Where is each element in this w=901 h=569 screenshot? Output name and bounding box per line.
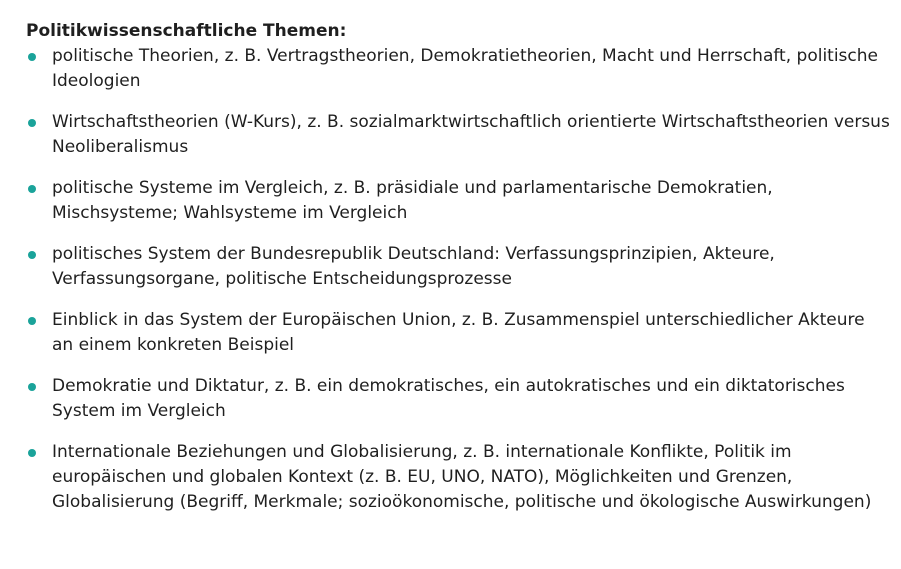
bullet-icon [28,317,36,325]
section-heading: Politikwissenschaftliche Themen: [26,21,347,41]
list-item [26,44,891,94]
list-item [26,110,891,160]
bullet-icon [28,449,36,457]
bullet-icon [28,53,36,61]
list-item-text: Internationale Beziehungen und Globalisierung, z. B. internationale Konflikte, Politik im europäischen und globalen Kontext (z. B. EU, UNO, NATO), Möglichkeiten und Grenzen, Globalisierung (Begriff, Merkmale; sozioökonomische, politische und ökologische Auswirkungen) [52,442,872,512]
list-item-text: Demokratie und Diktatur, z. B. ein demokratisches, ein autokratisches und ein diktatorisches System im Vergleich [52,376,845,421]
topic-list [26,44,891,515]
bullet-icon [28,185,36,193]
list-item [26,176,891,226]
list-item [26,308,891,358]
list-item [26,440,891,515]
list-item-text: politische Theorien, z. B. Vertragstheorien, Demokratietheorien, Macht und Herrschaft, politische Ideologien [52,46,878,91]
bullet-icon [28,119,36,127]
list-item-text: Wirtschaftstheorien (W-Kurs), z. B. sozialmarktwirtschaftlich orientierte Wirtschaftstheorien versus Neoliberalismus [52,112,890,157]
list-item-text: politische Systeme im Vergleich, z. B. präsidiale und parlamentarische Demokratien, Mischsysteme; Wahlsysteme im Vergleich [52,178,773,223]
list-item [26,242,891,292]
bullet-icon [28,251,36,259]
list-item-text: politisches System der Bundesrepublik Deutschland: Verfassungsprinzipien, Akteure, Verfassungsorgane, politische Entscheidungsprozesse [52,244,775,289]
list-item-text: Einblick in das System der Europäischen Union, z. B. Zusammenspiel unterschiedlicher Akteure an einem konkreten Beispiel [52,310,865,355]
list-item [26,374,891,424]
bullet-icon [28,383,36,391]
